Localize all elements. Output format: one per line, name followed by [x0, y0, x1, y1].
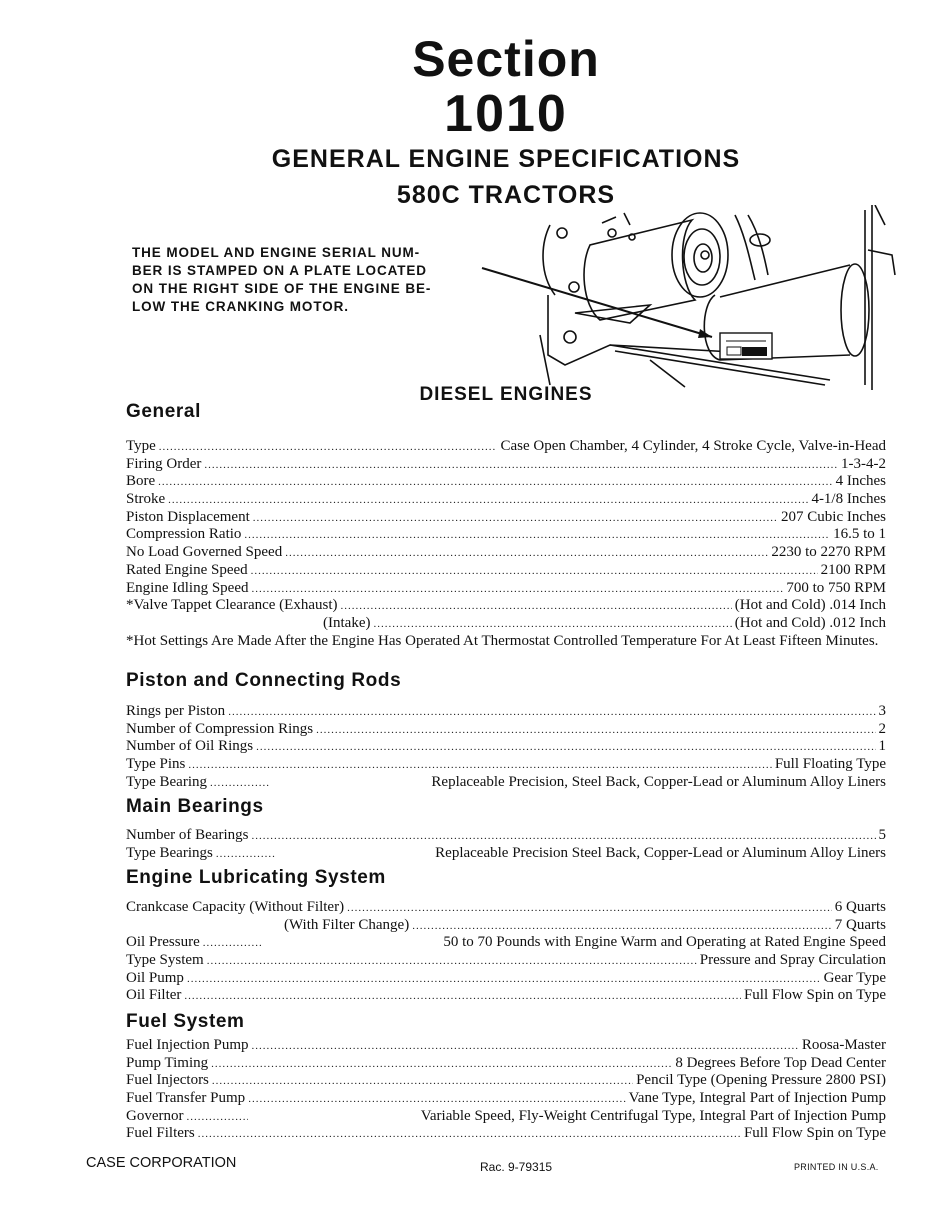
spec-row	[126, 970, 886, 988]
callout-line: BER IS STAMPED ON A PLATE LOCATED	[132, 263, 427, 278]
spec-row	[126, 1072, 886, 1090]
spec-value: Replaceable Precision, Steel Back, Copper-Lead or Aluminum Alloy Liners	[431, 773, 886, 790]
spec-value: Gear Type	[823, 969, 886, 986]
spec-row	[126, 703, 886, 721]
spec-value: Full Flow Spin on Type	[743, 1125, 886, 1142]
spec-value: 207 Cubic Inches	[781, 508, 886, 525]
spec-row	[126, 1108, 886, 1126]
spec-label: Fuel Filters	[126, 1125, 195, 1142]
spec-value: 4-1/8 Inches	[811, 491, 886, 508]
spec-label: Number of Compression Rings	[126, 720, 314, 737]
spec-row	[126, 917, 886, 935]
spec-label: Fuel Injectors	[126, 1072, 209, 1089]
spec-table-lubrication	[126, 899, 886, 1005]
spec-row	[126, 845, 886, 863]
spec-label: Governor	[126, 1107, 184, 1124]
spec-label: Oil Pump	[126, 969, 184, 986]
section-heading-general: General	[126, 401, 201, 422]
spec-row	[126, 597, 886, 615]
footer-company: CASE CORPORATION	[86, 1155, 237, 1171]
spec-value: 7 Quarts	[834, 916, 886, 933]
spec-value: 8 Degrees Before Top Dead Center	[675, 1054, 886, 1071]
spec-label: Type Bearings	[126, 844, 213, 861]
spec-value: Variable Speed, Fly-Weight Centrifugal Type, Integral Part of Injection Pump	[420, 1107, 886, 1124]
spec-row	[126, 509, 886, 527]
spec-row	[126, 491, 886, 509]
page-title: GENERAL ENGINE SPECIFICATIONS	[271, 145, 741, 173]
serial-plate-icon	[720, 333, 772, 359]
section-heading-piston: Piston and Connecting Rods	[126, 670, 402, 691]
spec-row	[126, 562, 886, 580]
spec-value: Case Open Chamber, 4 Cylinder, 4 Stroke Cycle, Valve-in-Head	[500, 438, 886, 454]
spec-label: Number of Bearings	[126, 827, 249, 843]
spec-value: 5	[878, 827, 886, 843]
spec-label: Engine Idling Speed	[126, 579, 249, 596]
spec-label: Stroke	[126, 491, 166, 508]
spec-value: 700 to 750 RPM	[786, 579, 886, 596]
spec-table-general	[126, 438, 886, 650]
page-subtitle: 580C TRACTORS	[396, 181, 616, 209]
spec-row	[126, 544, 886, 562]
spec-row	[126, 934, 886, 952]
spec-label: Type Pins	[126, 756, 186, 773]
spec-row	[126, 456, 886, 474]
spec-label: Pump Timing	[126, 1054, 209, 1071]
spec-row	[126, 899, 886, 917]
spec-value: 2230 to 2270 RPM	[771, 544, 886, 561]
spec-label: Oil Pressure	[126, 934, 200, 951]
spec-label: *Valve Tappet Clearance (Exhaust)	[126, 597, 338, 614]
spec-label: (Intake)	[323, 614, 371, 631]
engine-type-heading: DIESEL ENGINES	[419, 384, 593, 405]
footer-reference: Rac. 9-79315	[480, 1160, 553, 1174]
section-label: Section	[412, 31, 600, 87]
spec-row	[126, 580, 886, 598]
engine-illustration	[520, 205, 900, 390]
spec-table-piston	[126, 703, 886, 791]
spec-row	[126, 774, 886, 792]
spec-label: Type	[126, 438, 156, 454]
spec-value: 50 to 70 Pounds with Engine Warm and Operating at Rated Engine Speed	[443, 934, 886, 951]
spec-label: Compression Ratio	[126, 526, 242, 543]
section-number: 1010	[444, 85, 568, 143]
spec-label: Oil Filter	[126, 987, 182, 1004]
spec-row	[126, 987, 886, 1005]
footer-printed: PRINTED IN U.S.A.	[794, 1162, 879, 1172]
spec-value: Full Floating Type	[774, 756, 886, 773]
spec-value: 1	[878, 738, 886, 755]
spec-label: No Load Governed Speed	[126, 544, 283, 561]
spec-value: Full Flow Spin on Type	[743, 987, 886, 1004]
spec-label: Bore	[126, 473, 156, 490]
spec-label: Fuel Injection Pump	[126, 1037, 249, 1053]
callout-line: LOW THE CRANKING MOTOR.	[132, 299, 349, 314]
section-heading-lubrication: Engine Lubricating System	[126, 867, 386, 888]
spec-row	[126, 1090, 886, 1108]
spec-label: Piston Displacement	[126, 508, 250, 525]
spec-label: Type System	[126, 952, 204, 969]
spec-value: Roosa-Master	[801, 1037, 886, 1053]
spec-table-fuel	[126, 1037, 886, 1143]
callout-line: THE MODEL AND ENGINE SERIAL NUM-	[132, 245, 421, 260]
spec-label: Number of Oil Rings	[126, 738, 254, 755]
spec-value: (Hot and Cold) .012 Inch	[734, 614, 886, 631]
spec-value: 4 Inches	[835, 473, 886, 490]
spec-label: Rated Engine Speed	[126, 561, 248, 578]
callout-line: ON THE RIGHT SIDE OF THE ENGINE BE-	[132, 281, 432, 296]
spec-value: 2100 RPM	[820, 561, 886, 578]
spec-row	[126, 952, 886, 970]
spec-value: Vane Type, Integral Part of Injection Pump	[628, 1090, 886, 1107]
spec-row	[126, 473, 886, 491]
spec-label: Rings per Piston	[126, 703, 226, 719]
spec-value: Pencil Type (Opening Pressure 2800 PSI)	[636, 1072, 886, 1089]
spec-row	[126, 1055, 886, 1073]
spec-value: 3	[878, 703, 886, 719]
spec-value: Pressure and Spray Circulation	[699, 952, 886, 969]
spec-value: 16.5 to 1	[833, 526, 886, 543]
section-heading-fuel: Fuel System	[126, 1011, 245, 1032]
spec-row	[126, 738, 886, 756]
spec-row	[126, 827, 886, 845]
spec-value: 1-3-4-2	[841, 455, 886, 472]
spec-row	[126, 438, 886, 456]
spec-label: Firing Order	[126, 455, 202, 472]
section-heading-main-bearings: Main Bearings	[126, 796, 264, 817]
spec-value: Replaceable Precision Steel Back, Copper-Lead or Aluminum Alloy Liners	[435, 844, 886, 861]
spec-row	[126, 526, 886, 544]
spec-row	[126, 1037, 886, 1055]
spec-row	[126, 721, 886, 739]
spec-row	[126, 615, 886, 633]
spec-label: (With Filter Change)	[284, 916, 410, 933]
spec-label: Type Bearing	[126, 773, 208, 790]
spec-label: Fuel Transfer Pump	[126, 1090, 246, 1107]
spec-label: Crankcase Capacity (Without Filter)	[126, 899, 345, 915]
spec-value: (Hot and Cold) .014 Inch	[734, 597, 886, 614]
spec-footnote: *Hot Settings Are Made After the Engine Has Operated At Thermostat Controlled Temperature For At Least Fifteen Minutes.	[126, 632, 879, 649]
spec-row	[126, 1125, 886, 1143]
spec-table-main-bearings	[126, 827, 886, 862]
spec-row	[126, 756, 886, 774]
spec-value: 2	[878, 720, 886, 737]
spec-value: 6 Quarts	[834, 899, 886, 915]
